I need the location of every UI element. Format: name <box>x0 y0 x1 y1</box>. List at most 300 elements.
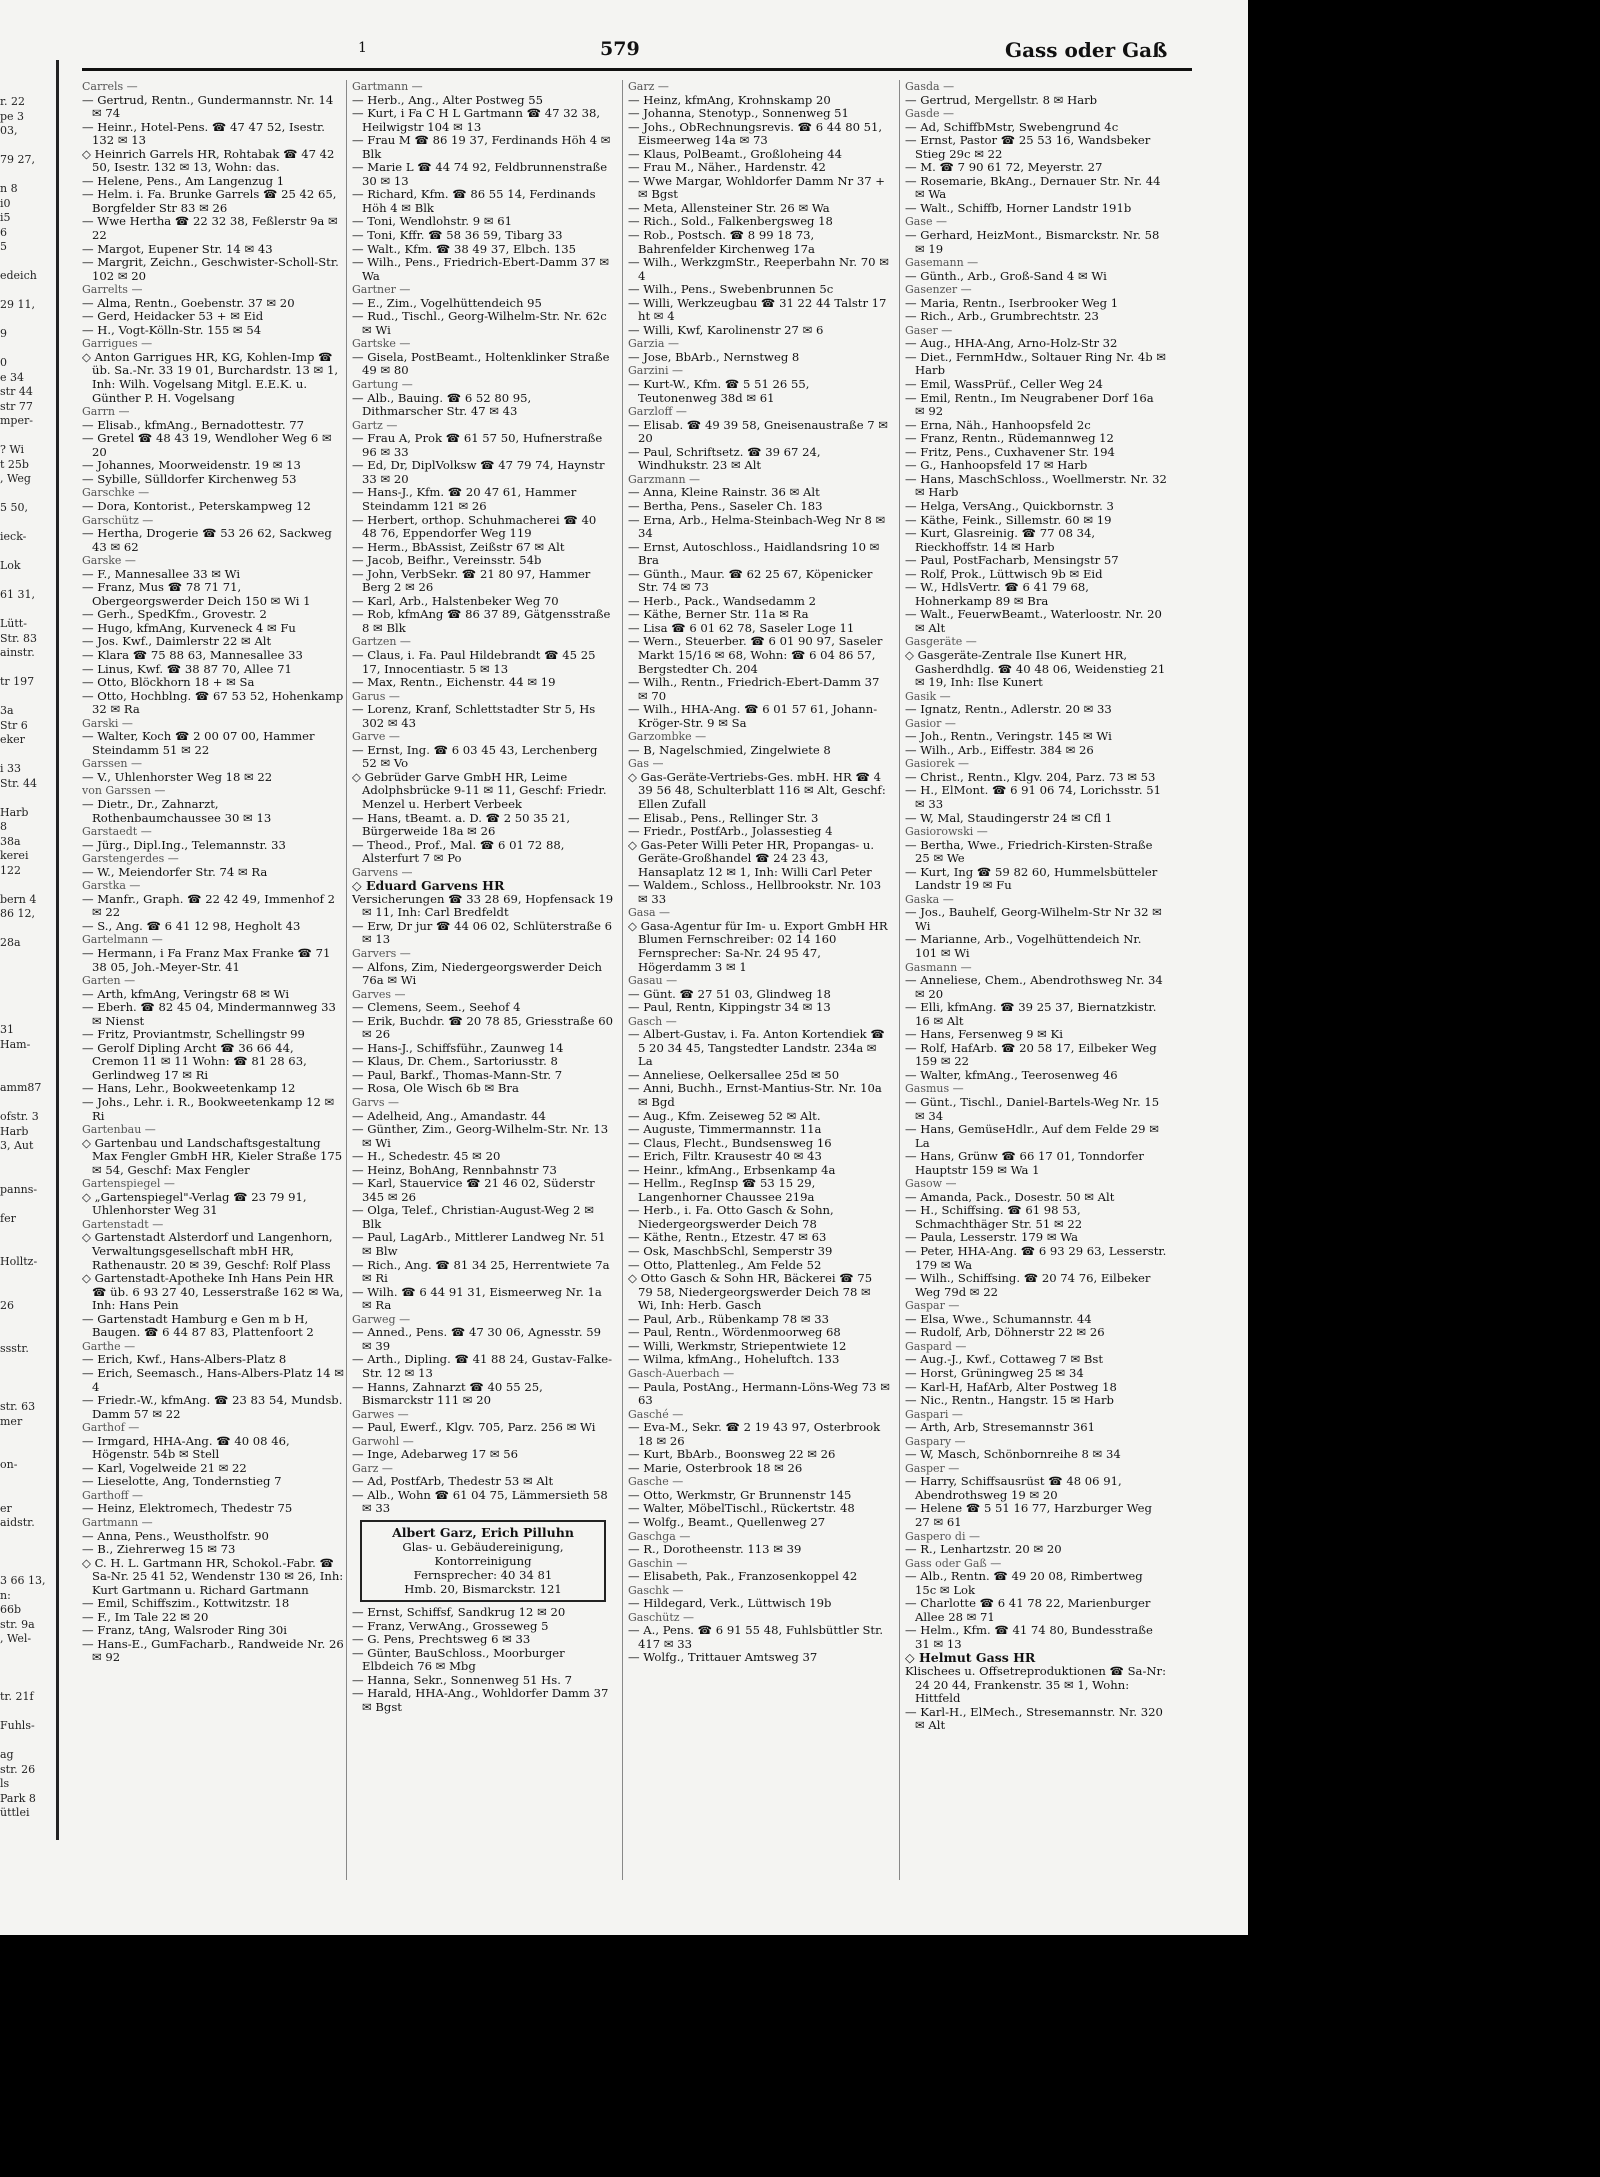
gutter-fragment: 38a <box>0 834 21 848</box>
directory-entry: — Horst, Grüningweg 25 ✉ 34 <box>905 1365 1084 1380</box>
directory-entry: — Paula, PostAng., Hermann-Löns-Weg 73 ✉ 63 <box>628 1379 890 1408</box>
surname-heading: Garstka — <box>82 879 141 893</box>
directory-entry: — Dora, Kontorist., Peterskampweg 12 <box>82 498 311 513</box>
gutter-fragment: fer <box>0 1211 16 1225</box>
surname-heading: Garzini — <box>628 364 684 378</box>
directory-entry: — Wilh., HHA-Ang. ☎ 6 01 57 61, Johann-Kröger-Str. 9 ✉ Sa <box>628 702 878 730</box>
surname-heading: Gasch-Auerbach — <box>628 1366 735 1380</box>
gutter-fragment <box>0 1531 58 1546</box>
gutter-fragment: 86 12, <box>0 907 35 920</box>
directory-entry: — H., Schiffsing. ☎ 61 98 53, Schmachthäger Str. 51 ✉ 22 <box>905 1203 1083 1231</box>
gutter-fragment <box>0 1226 58 1241</box>
gutter-fragment <box>0 1168 58 1183</box>
directory-entry: — Amanda, Pack., Dosestr. 50 ✉ Alt <box>905 1189 1115 1204</box>
directory-entry: — Nic., Rentn., Hangstr. 15 ✉ Harb <box>905 1393 1114 1408</box>
directory-entry: — Franz, Mus ☎ 78 71 71, Obergeorgswerder Deich 150 ✉ Wi 1 <box>82 580 311 608</box>
directory-entry: — Karl, Stauervice ☎ 21 46 02, Süderstr 345 ✉ 26 <box>352 1176 595 1204</box>
gutter-fragment: 5 <box>0 240 7 253</box>
gutter-rule <box>56 60 59 1840</box>
surname-heading: Garthof — <box>82 1421 140 1435</box>
surname-heading: Gartske — <box>352 337 411 351</box>
directory-entry: — Auguste, Timmermannstr. 11a <box>628 1122 822 1137</box>
gutter-fragment <box>0 1154 58 1169</box>
gutter-fragment: 03, <box>0 124 18 137</box>
directory-entry: — Klaus, PolBeamt., Großloheing 44 <box>628 146 842 161</box>
directory-entry: — S., Ang. ☎ 6 41 12 98, Hegholt 43 <box>82 918 301 933</box>
directory-entry: — Gertrud, Mergellstr. 8 ✉ Harb <box>905 92 1098 107</box>
gutter-fragment <box>0 1676 58 1691</box>
surname-heading: Garstengerdes — <box>82 852 179 866</box>
directory-entry: — Karl, Vogelweide 21 ✉ 22 <box>82 1460 247 1475</box>
surname-heading: Garz — <box>628 80 669 93</box>
directory-entry: — Olga, Telef., Christian-August-Weg 2 ✉ Blk <box>352 1203 594 1231</box>
directory-entry: — Willi, Werkmstr, Striepentwiete 12 <box>628 1338 847 1353</box>
directory-entry: — Jos. Kwf., Daimlerstr 22 ✉ Alt <box>82 634 272 649</box>
directory-entry: — Johanna, Stenotyp., Sonnenweg 51 <box>628 106 849 121</box>
gutter-fragment: ? Wi <box>0 443 25 456</box>
directory-entry: — Helga, VersAng., Quickbornstr. 3 <box>905 498 1114 513</box>
surname-heading: Gaska — <box>905 892 954 906</box>
directory-entry: — Arth, kfmAng, Veringstr 68 ✉ Wi <box>82 986 290 1001</box>
surname-heading: Garschütz — <box>82 513 154 527</box>
gutter-fragment <box>0 1270 58 1285</box>
directory-entry: — Rolf, Prok., Lüttwisch 9b ✉ Eid <box>905 566 1103 581</box>
gutter-fragment <box>0 661 58 676</box>
column-2 <box>352 80 614 1880</box>
surname-heading: Gaspar — <box>905 1299 960 1313</box>
directory-entry: — Elisabeth, Pak., Franzosenkoppel 42 <box>628 1569 858 1584</box>
directory-entry: — Hans-J., Kfm. ☎ 20 47 61, Hammer Steindamm 121 ✉ 26 <box>352 485 577 513</box>
directory-entry: — Sybille, Sülldorfer Kirchenweg 53 <box>82 471 297 486</box>
directory-entry: — John, VerbSekr. ☎ 21 80 97, Hammer Berg 2 ✉ 26 <box>352 566 591 595</box>
directory-entry: — Dietr., Dr., Zahnarzt, Rothenbaumchaussee 30 ✉ 13 <box>82 796 272 825</box>
gutter-fragment: eker <box>0 733 25 746</box>
directory-entry: — Gertrud, Rentn., Gundermannstr. Nr. 14 ✉ 74 <box>82 92 334 121</box>
gutter-fragment <box>0 1067 58 1082</box>
directory-entry: — Paul, Rentn., Wördenmoorweg 68 <box>628 1325 841 1340</box>
directory-entry: — H., ElMont. ☎ 6 91 06 74, Lorichsstr. 51 ✉ 33 <box>905 783 1161 811</box>
gutter-fragment <box>0 1473 58 1488</box>
gutter-fragment <box>0 791 58 806</box>
directory-entry: — Gerd, Heidacker 53 + ✉ Eid <box>82 309 264 324</box>
gutter-fragment: str. 63 <box>0 1400 36 1413</box>
directory-entry: — Wilh., Pens., Swebenbrunnen 5c <box>628 282 834 297</box>
gutter-fragment: Fuhls- <box>0 1719 35 1732</box>
directory-entry: — R., Dorotheenstr. 113 ✉ 39 <box>628 1542 802 1557</box>
directory-entry: — Wilh., Schiffsing. ☎ 20 74 76, Eilbeker Weg 79d ✉ 22 <box>905 1271 1151 1299</box>
directory-entry: — Rob., Postsch. ☎ 8 99 18 73, Bahrenfelder Kirchenweg 17a <box>628 228 815 256</box>
gutter-fragment: 66b <box>0 1603 22 1616</box>
gutter-fragment <box>0 1313 58 1328</box>
gutter-fragment: bern 4 <box>0 892 37 906</box>
surname-heading: Garweg — <box>352 1312 411 1326</box>
directory-entry: — Elsa, Wwe., Schumannstr. 44 <box>905 1311 1092 1326</box>
directory-entry: — Walter, kfmAng., Teerosenweg 46 <box>905 1067 1118 1082</box>
header-rule <box>82 68 1192 71</box>
directory-entry: — E., Zim., Vogelhüttendeich 95 <box>352 295 542 310</box>
gutter-fragment: amm87 <box>0 1081 42 1094</box>
surname-heading: Gaspary — <box>905 1434 966 1448</box>
surname-heading: Garschke — <box>82 486 150 500</box>
directory-entry: — Erik, Buchdr. ☎ 20 78 85, Griesstraße 60 ✉ 26 <box>352 1013 613 1042</box>
gutter-fragment <box>0 429 58 444</box>
gutter-fragment: 79 27, <box>0 153 35 166</box>
gutter-fragment <box>0 965 58 980</box>
gutter-fragment: 28a <box>0 936 21 949</box>
surname-heading: Gartelmann — <box>82 933 163 947</box>
directory-entry: — Karl-H, HafArb, Alter Postweg 18 <box>905 1379 1117 1394</box>
directory-entry: — Walter, Koch ☎ 2 00 07 00, Hammer Steindamm 51 ✉ 22 <box>82 729 315 757</box>
directory-entry: — Waldem., Schloss., Hellbrookstr. Nr. 103 ✉ 33 <box>628 878 882 906</box>
directory-entry: — Peter, HHA-Ang. ☎ 6 93 29 63, Lesserstr. 179 ✉ Wa <box>905 1244 1167 1272</box>
gutter-fragment: ofstr. 3 <box>0 1110 39 1123</box>
directory-entry: — Gretel ☎ 48 43 19, Wendloher Weg 6 ✉ 20 <box>82 431 332 459</box>
gutter-fragment <box>0 1241 58 1256</box>
gutter-fragment: Park 8 <box>0 1791 36 1805</box>
directory-entry: — Helene, Pens., Am Langenzug 1 <box>82 173 285 188</box>
directory-entry: — Wwe Margar, Wohldorfer Damm Nr 37 + ✉ Bgst <box>628 173 885 202</box>
directory-entry: — Paula, Lesserstr. 179 ✉ Wa <box>905 1230 1079 1245</box>
gutter-fragment: kerei <box>0 849 29 862</box>
gutter-fragment: r. 22 <box>0 95 26 108</box>
directory-entry: ◇ Gas-Peter Willi Peter HR, Propangas- u. Geräte-Großhandel ☎ 24 23 43, Hansaplatz 12 ✉ 1, Inh: Willi Carl Peter <box>628 837 875 879</box>
surname-heading: Garzombke — <box>628 730 707 744</box>
gutter-fragment <box>0 1705 58 1720</box>
directory-entry: — Frau A, Prok ☎ 61 57 50, Hufnerstraße 96 ✉ 33 <box>352 431 603 459</box>
gutter-fragment: panns- <box>0 1182 38 1196</box>
directory-entry: — Harry, Schiffsausrüst ☎ 48 06 91, Abendrothsweg 19 ✉ 20 <box>905 1474 1122 1502</box>
surname-heading: Gaschin — <box>628 1556 688 1570</box>
directory-entry: — Paul, Ewerf., Klgv. 705, Parz. 256 ✉ Wi <box>352 1420 596 1435</box>
directory-entry: — Rich., Arb., Grumbrechtstr. 23 <box>905 309 1099 324</box>
surname-heading: Gasgeräte — <box>905 635 977 649</box>
surname-heading: Garten — <box>82 974 136 988</box>
surname-heading: Gasau — <box>628 974 678 988</box>
directory-entry: — Ernst, Schiffsf, Sandkrug 12 ✉ 20 <box>352 1604 566 1619</box>
gutter-fragment <box>0 1734 58 1749</box>
directory-entry: — Anneliese, Oelkersallee 25d ✉ 50 <box>628 1067 840 1082</box>
directory-entry: — Wilh. ☎ 6 44 91 31, Eismeerweg Nr. 1a ✉ Ra <box>352 1284 602 1313</box>
surname-heading: Gartmann — <box>82 1515 153 1529</box>
directory-entry: — Wolfg., Trittauer Amtsweg 37 <box>628 1650 818 1665</box>
gutter-fragment <box>0 313 58 328</box>
column-4 <box>905 80 1167 1880</box>
directory-entry: — Kurt, Glasreinig. ☎ 77 08 34, Rieckhoffstr. 14 ✉ Harb <box>905 526 1096 554</box>
directory-entry: ◇ Gartenbau und Landschaftsgestaltung Max Fengler GmbH HR, Kieler Straße 175 ✉ 54, Geschf: Max Fengler <box>82 1135 343 1177</box>
directory-entry: — Bertha, Pens., Saseler Ch. 183 <box>628 498 823 513</box>
running-head: Gass oder Gaß <box>1005 38 1168 62</box>
gutter-fragment <box>0 545 58 560</box>
surname-heading: Garrn — <box>82 405 130 419</box>
directory-entry: — Jürg., Dipl.Ing., Telemannstr. 33 <box>82 837 286 852</box>
gutter-fragment: 5 50, <box>0 501 28 514</box>
directory-entry: — W., Meiendorfer Str. 74 ✉ Ra <box>82 864 268 879</box>
gutter-fragment <box>0 1096 58 1111</box>
directory-entry: — Heinz, BohAng, Rennbahnstr 73 <box>352 1162 557 1177</box>
directory-entry: — Ernst, Autoschloss., Haidlandsring 10 ✉ Bra <box>628 539 880 568</box>
directory-entry: — Günth., Maur. ☎ 62 25 67, Köpenicker Str. 74 ✉ 73 <box>628 566 873 595</box>
gutter-fragment: str 77 <box>0 399 33 413</box>
company-heading: ◇ Helmut Gass HR <box>905 1650 1036 1666</box>
directory-entry: — Arth, Arb, Stresemannstr 361 <box>905 1420 1096 1435</box>
gutter-fragment: 6 <box>0 225 7 239</box>
directory-entry: ◇ Gasa-Agentur für Im- u. Export GmbH HR Blumen Fernschreiber: 02 14 160 Fernsprecher: Sa-Nr. 24 95 47, Högerdamm 3 ✉ 1 <box>628 918 888 974</box>
surname-heading: Gaspard — <box>905 1339 967 1353</box>
gutter-fragment <box>0 1052 58 1067</box>
gutter-fragment <box>0 516 58 531</box>
gutter-fragment: 3a <box>0 704 14 717</box>
surname-heading: Gasche — <box>628 1475 684 1489</box>
surname-heading: Gasché — <box>628 1407 684 1421</box>
gutter-fragment <box>0 168 58 183</box>
directory-entry: — Adelheid, Ang., Amandastr. 44 <box>352 1108 546 1123</box>
directory-entry: — Rudolf, Arb, Döhnerstr 22 ✉ 26 <box>905 1325 1105 1340</box>
directory-entry: — Anna, Pens., Weustholfstr. 90 <box>82 1528 269 1543</box>
directory-entry: — Jos., Bauhelf, Georg-Wilhelm-Str Nr 32 ✉ Wi <box>905 905 1162 933</box>
directory-entry: — Diet., FernmHdw., Soltauer Ring Nr. 4b ✉ Harb <box>905 349 1167 378</box>
directory-entry: — Inge, Adebarweg 17 ✉ 56 <box>352 1447 518 1462</box>
advertisement-line: Glas- u. Gebäudereinigung, Kontorreinigung <box>402 1539 564 1568</box>
gutter-fragment: str. 9a <box>0 1617 35 1631</box>
directory-entry: — Emil, Schiffszim., Kottwitzstr. 18 <box>82 1596 290 1611</box>
directory-entry: — Paul, Rentn, Kippingstr 34 ✉ 13 <box>628 1000 831 1015</box>
surname-heading: Garski — <box>82 716 133 730</box>
directory-entry: — Manfr., Graph. ☎ 22 42 49, Immenhof 2 ✉ 22 <box>82 891 335 920</box>
gutter-fragment: tr. 21f <box>0 1690 34 1703</box>
directory-entry: — F., Im Tale 22 ✉ 20 <box>82 1609 209 1624</box>
directory-entry: — Alma, Rentn., Goebenstr. 37 ✉ 20 <box>82 295 295 310</box>
surname-heading: Gasenzer — <box>905 283 972 297</box>
gutter-fragment: , Weg <box>0 472 31 485</box>
surname-heading: Gasemann — <box>905 256 979 270</box>
directory-entry: — Hans, Lehr., Bookweetenkamp 12 <box>82 1081 296 1096</box>
surname-heading: Gasiorek — <box>905 757 970 771</box>
gutter-fragment <box>0 574 58 589</box>
surname-heading: Garz — <box>352 1461 393 1475</box>
gutter-fragment: 3 66 13, <box>0 1574 46 1587</box>
directory-entry: — Christ., Rentn., Klgv. 204, Parz. 73 ✉ 53 <box>905 769 1156 784</box>
surname-heading: Gartmann — <box>352 80 423 93</box>
surname-heading: von Garssen — <box>82 784 166 798</box>
directory-entry: — Wilh., Rentn., Friedrich-Ebert-Damm 37 ✉ 70 <box>628 675 880 703</box>
directory-entry: — Fritz, Pens., Cuxhavener Str. 194 <box>905 444 1115 459</box>
directory-entry: — Erw, Dr jur ☎ 44 06 02, Schlüterstraße 6 ✉ 13 <box>352 918 613 947</box>
directory-entry: — Gerolf Dipling Archt ☎ 36 66 44, Cremon 11 ✉ 11 Wohn: ☎ 81 28 63, Gerlindweg 17 ✉ Ri <box>82 1040 307 1082</box>
advertisement-title: Albert Garz, Erich Pilluhn <box>392 1524 574 1540</box>
directory-entry: — Käthe, Feink., Sillemstr. 60 ✉ 19 <box>905 512 1112 527</box>
surname-heading: Gasde — <box>905 107 955 121</box>
surname-heading: Garves — <box>352 987 406 1001</box>
gutter-fragment: , Wel- <box>0 1632 32 1645</box>
gutter-fragment: pe 3 <box>0 109 25 123</box>
directory-entry: — Alb., Rentn. ☎ 49 20 08, Rimbertweg 15c ✉ Lok <box>905 1569 1143 1597</box>
directory-entry: — Käthe, Berner Str. 11a ✉ Ra <box>628 607 809 622</box>
advertisement-line: Hmb. 20, Bismarckstr. 121 <box>404 1581 562 1596</box>
directory-entry: — Kurt-W., Kfm. ☎ 5 51 26 55, Teutonenweg 38d ✉ 61 <box>628 377 810 405</box>
directory-entry: — Paul, PostFacharb, Mensingstr 57 <box>905 553 1119 568</box>
gutter-fragment <box>0 1545 58 1560</box>
surname-heading: Garvs — <box>352 1096 399 1110</box>
directory-entry: — Hans, MaschSchloss., Woellmerstr. Nr. 32 ✉ Harb <box>905 471 1167 500</box>
directory-entry: — W., HdlsVertr. ☎ 6 41 79 68, Hohnerkamp 89 ✉ Bra <box>905 580 1089 608</box>
gutter-fragment: str 44 <box>0 385 33 398</box>
surname-heading: Gasch — <box>628 1014 677 1028</box>
surname-heading: Gaschga — <box>628 1529 691 1543</box>
gutter-fragment: üttlei <box>0 1806 30 1819</box>
header-tick: 1 <box>358 40 367 56</box>
directory-entry: — Heinr., Hotel-Pens. ☎ 47 47 52, Isestr. 132 ✉ 13 <box>82 119 325 148</box>
directory-entry: — A., Pens. ☎ 6 91 55 48, Fuhlsbüttler Str. 417 ✉ 33 <box>628 1623 884 1651</box>
gutter-fragment <box>0 994 58 1009</box>
surname-heading: Garve — <box>352 730 400 744</box>
gutter-fragment: i0 <box>0 196 11 210</box>
directory-entry: — Hanns, Zahnarzt ☎ 40 55 25, Bismarckstr 111 ✉ 20 <box>352 1379 543 1408</box>
directory-entry: — Karl-H., ElMech., Stresemannstr. Nr. 320 ✉ Alt <box>905 1704 1163 1733</box>
directory-entry: — Walt., FeuerwBeamt., Waterloostr. Nr. 20 ✉ Alt <box>905 607 1162 635</box>
surname-heading: Gartenbau — <box>82 1123 156 1137</box>
directory-entry: — Ed, Dr, DiplVolksw ☎ 47 79 74, Haynstr 33 ✉ 20 <box>352 458 605 486</box>
directory-entry: ◇ Gartenstadt Alsterdorf und Langenhorn, Verwaltungsgesellschaft mbH HR, Rathenaustr. 20 ✉ 39, Geschf: Rolf Plass <box>82 1230 333 1272</box>
directory-entry: — Fritz, Proviantmstr, Schellingstr 99 <box>82 1027 305 1042</box>
directory-entry: — H., Schedestr. 45 ✉ 20 <box>352 1149 501 1164</box>
surname-heading: Garzmann — <box>628 472 701 486</box>
directory-entry: — Heinz, Elektromech, Thedestr 75 <box>82 1501 293 1516</box>
directory-entry: — Hans-E., GumFacharb., Randweide Nr. 26 ✉ 92 <box>82 1636 344 1665</box>
directory-entry: — Herbert, orthop. Schuhmacherei ☎ 40 48 76, Eppendorfer Weg 119 <box>352 512 597 541</box>
directory-entry: — W, Masch, Schönbornreihe 8 ✉ 34 <box>905 1447 1121 1462</box>
gutter-fragment: t 25b <box>0 457 29 471</box>
directory-entry: — Rolf, HafArb. ☎ 20 58 17, Eilbeker Weg 159 ✉ 22 <box>905 1040 1157 1069</box>
surname-heading: Garske — <box>82 554 136 568</box>
directory-entry: — Richard, Kfm. ☎ 86 55 14, Ferdinands Höh 4 ✉ Blk <box>352 187 596 215</box>
surname-heading: Garvens — <box>352 865 413 879</box>
surname-heading: Garwohl — <box>352 1434 414 1448</box>
directory-entry: ◇ Anton Garrigues HR, KG, Kohlen-Imp ☎ üb. Sa.-Nr. 33 19 01, Burchardstr. 13 ✉ 1, Inh: Wilh. Vogelsang Mitgl. E.E.K. u. Günther P. H. Vogelsang <box>82 349 339 405</box>
surname-heading: Gasper — <box>905 1461 960 1475</box>
directory-entry: — Anni, Buchh., Ernst-Mantius-Str. Nr. 10a ✉ Bgd <box>628 1081 882 1110</box>
gutter-fragment: Ham- <box>0 1037 31 1051</box>
directory-entry: — Aug., HHA-Ang, Arno-Holz-Str 32 <box>905 336 1118 351</box>
directory-entry: — Elisab., Pens., Rellinger Str. 3 <box>628 810 819 825</box>
directory-entry: — R., Lenhartzstr. 20 ✉ 20 <box>905 1542 1062 1557</box>
directory-entry: — Rud., Tischl., Georg-Wilhelm-Str. Nr. 62c ✉ Wi <box>352 309 607 337</box>
directory-entry: — Jose, BbArb., Nernstweg 8 <box>628 349 800 364</box>
directory-entry: — Günth., Arb., Groß-Sand 4 ✉ Wi <box>905 268 1107 283</box>
directory-entry: — Erich, Kwf., Hans-Albers-Platz 8 <box>82 1352 287 1367</box>
directory-entry: — Wilh., Pens., Friedrich-Ebert-Damm 37 ✉ Wa <box>352 255 610 283</box>
column-1 <box>82 80 344 1880</box>
surname-heading: Gasmann — <box>905 960 972 974</box>
directory-entry: — Hanna, Sekr., Sonnenweg 51 Hs. 7 <box>352 1672 572 1687</box>
directory-entry: — Max, Rentn., Eichenstr. 44 ✉ 19 <box>352 675 556 690</box>
directory-entry: — Kurt, Ing ☎ 59 82 60, Hummelsbütteler Landstr 19 ✉ Fu <box>905 864 1158 893</box>
directory-entry: — Günt., Tischl., Daniel-Bartels-Weg Nr. 15 ✉ 34 <box>905 1095 1160 1123</box>
directory-entry: — Johannes, Moorweidenstr. 19 ✉ 13 <box>82 458 301 473</box>
directory-entry: — Paul, Barkf., Thomas-Mann-Str. 7 <box>352 1067 563 1082</box>
directory-entry: — Hans, tBeamt. a. D. ☎ 2 50 35 21, Bürgerweide 18a ✉ 26 <box>352 810 571 839</box>
directory-entry: — Johs., ObRechnungsrevis. ☎ 6 44 80 51, Eismeerweg 14a ✉ 73 <box>628 119 883 148</box>
directory-entry: — Rich., Sold., Falkenbergsweg 18 <box>628 214 833 229</box>
directory-entry: — Clemens, Seem., Seehof 4 <box>352 1000 521 1015</box>
directory-entry: — Frau M ☎ 86 19 37, Ferdinands Höh 4 ✉ Blk <box>352 133 611 161</box>
directory-entry: — Günther, Zim., Georg-Wilhelm-Str. Nr. 13 ✉ Wi <box>352 1122 609 1150</box>
directory-entry: — Günter, BauSchloss., Moorburger Elbdeich 76 ✉ Mbg <box>352 1645 565 1674</box>
surname-heading: Garwes — <box>352 1407 409 1421</box>
directory-entry: — Erna, Näh., Hanhoopsfeld 2c <box>905 417 1091 432</box>
scan-background-bottom <box>0 1935 1248 2177</box>
gutter-fragment: 31 <box>0 1023 14 1036</box>
gutter-fragment <box>0 1009 58 1024</box>
directory-entry: — Friedr.-W., kfmAng. ☎ 23 83 54, Mundsb. Damm 57 ✉ 22 <box>82 1393 343 1421</box>
directory-entry: — Herm., BbAssist, Zeißstr 67 ✉ Alt <box>352 539 565 554</box>
directory-entry: — Erich, Filtr. Krausestr 40 ✉ 43 <box>628 1149 822 1164</box>
previous-page-gutter <box>0 95 58 1915</box>
directory-entry: — Rich., Ang. ☎ 81 34 25, Herrentwiete 7a ✉ Ri <box>352 1257 610 1286</box>
directory-entry: — Gartenstadt Hamburg e Gen m b H, Baugen. ☎ 6 44 87 83, Plattenfoort 2 <box>82 1311 314 1340</box>
directory-entry: — Herb., Ang., Alter Postweg 55 <box>352 92 543 107</box>
gutter-fragment <box>0 1357 58 1372</box>
directory-entry: — Johs., Lehr. i. R., Bookweetenkamp 12 ✉ Ri <box>82 1095 335 1123</box>
directory-entry: — Ernst, Pastor ☎ 25 53 16, Wandsbeker Stieg 29c ✉ 22 <box>905 133 1151 161</box>
directory-entry: — Franz, tAng, Walsroder Ring 30i <box>82 1623 287 1638</box>
directory-entry: ◇ Gartenstadt-Apotheke Inh Hans Pein HR ☎ üb. 6 93 27 40, Lesserstraße 162 ✉ Wa, Inh: Hans Pein <box>82 1271 344 1313</box>
gutter-fragment: 29 11, <box>0 298 35 311</box>
directory-entry: — Wern., Steuerber. ☎ 6 01 90 97, Saseler Markt 15/16 ✉ 68, Wohn: ☎ 6 04 86 57, Bergstedter Ch. 204 <box>628 634 883 676</box>
directory-entry: — Maria, Rentn., Iserbrooker Weg 1 <box>905 295 1119 310</box>
gutter-fragment: mper- <box>0 414 33 427</box>
directory-entry: — Emil, WassPrüf., Celler Weg 24 <box>905 377 1103 392</box>
directory-entry: — B., Ziehrerweg 15 ✉ 73 <box>82 1542 236 1557</box>
directory-entry: — Margot, Eupener Str. 14 ✉ 43 <box>82 241 273 256</box>
gutter-fragment: on- <box>0 1458 18 1471</box>
directory-entry: — Wwe Hertha ☎ 22 32 38, Feßlerstr 9a ✉ 22 <box>82 214 338 243</box>
gutter-fragment <box>0 603 58 618</box>
directory-entry: — G., Hanhoopsfeld 17 ✉ Harb <box>905 458 1088 473</box>
directory-entry: — Linus, Kwf. ☎ 38 87 70, Allee 71 <box>82 661 292 676</box>
directory-entry: ◇ Gas-Geräte-Vertriebs-Ges. mbH. HR ☎ 4 39 56 48, Schulterblatt 116 ✉ Alt, Geschf: Ellen Zufall <box>628 769 886 811</box>
gutter-fragment <box>0 748 58 763</box>
surname-heading: Garthe — <box>82 1339 136 1353</box>
column-divider <box>899 80 900 1880</box>
surname-heading: Gas — <box>628 757 664 771</box>
directory-entry: — Ignatz, Rentn., Adlerstr. 20 ✉ 33 <box>905 702 1112 717</box>
gutter-fragment: i 33 <box>0 762 22 775</box>
directory-entry: ◇ Otto Gasch & Sohn HR, Bäckerei ☎ 75 79 58, Niedergeorgswerder Deich 78 ✉ Wi, Inh: Herb. Gasch <box>628 1271 873 1313</box>
directory-entry: — Walt., Schiffb, Horner Landstr 191b <box>905 200 1132 215</box>
surname-heading: Garssen — <box>82 757 142 771</box>
directory-entry: — Eberh. ☎ 82 45 04, Mindermannweg 33 ✉ Nienst <box>82 1000 336 1028</box>
advertisement-box <box>360 1520 606 1602</box>
gutter-fragment <box>0 255 58 270</box>
directory-entry: — Irmgard, HHA-Ang. ☎ 40 08 46, Högenstr. 54b ✉ Stell <box>82 1433 290 1462</box>
surname-heading: Gaspero di — <box>905 1529 980 1543</box>
directory-entry: — Paul, Arb., Rübenkamp 78 ✉ 33 <box>628 1311 829 1326</box>
gutter-fragment: ls <box>0 1777 10 1790</box>
directory-entry: — Marie L ☎ 44 74 92, Feldbrunnenstraße 30 ✉ 13 <box>352 160 608 188</box>
directory-entry: — Helm., Kfm. ☎ 41 74 80, Bundesstraße 31 ✉ 13 <box>905 1623 1153 1651</box>
surname-heading: Gartenspiegel — <box>82 1177 175 1191</box>
directory-entry: — Käthe, Rentn., Etzestr. 47 ✉ 63 <box>628 1230 827 1245</box>
column-divider <box>346 80 347 1880</box>
gutter-fragment: ag <box>0 1748 14 1761</box>
surname-heading: Gartzen — <box>352 635 411 649</box>
directory-entry: — Gerhard, HeizMont., Bismarckstr. Nr. 58 ✉ 19 <box>905 228 1160 256</box>
gutter-fragment <box>0 342 58 357</box>
column-3 <box>628 80 890 1880</box>
gutter-fragment: Holltz- <box>0 1255 38 1268</box>
gutter-fragment: 26 <box>0 1298 14 1312</box>
gutter-fragment: aidstr. <box>0 1516 35 1529</box>
